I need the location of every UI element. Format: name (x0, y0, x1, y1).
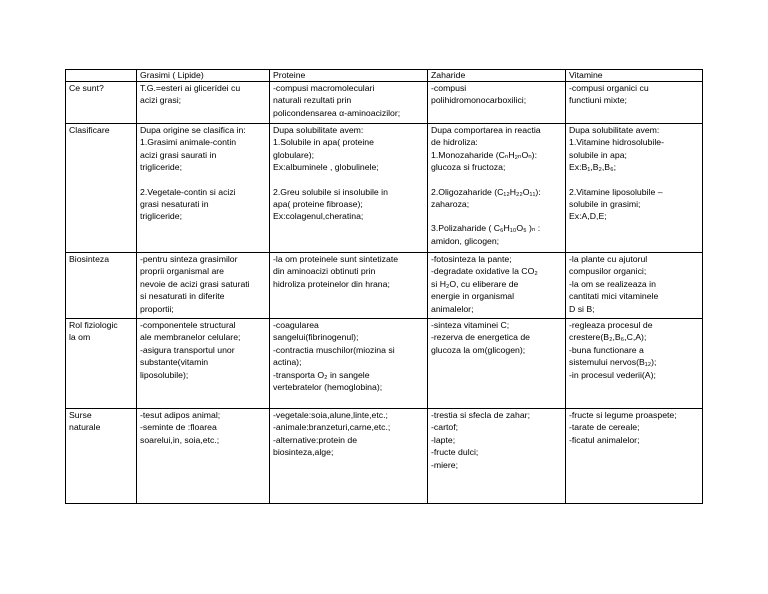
line-gap (431, 174, 562, 186)
table-cell (137, 124, 270, 253)
cell-line: T.G.=esteri ai glicerídei cu (140, 83, 241, 93)
cell-line: de hidroliza: (431, 137, 478, 148)
table-body (66, 70, 703, 504)
cell-line: 1.Monozaharide (CₙH₂ₙOₙ): (431, 149, 537, 160)
cell-line: -regleaza procesul de (569, 320, 653, 330)
cell-line: -fotosinteza la pante; (431, 254, 512, 264)
cell-line: Ex:A,D,E; (569, 211, 607, 222)
cell-line: nevoie de acizi grasi saturati (140, 278, 250, 289)
table-header-row (66, 70, 703, 82)
cell-line: -rezerva de energetica de (431, 332, 530, 343)
column-header: Proteine (270, 70, 428, 82)
cell-line: -la om proteinele sunt sintetizate (273, 254, 399, 264)
table-cell (137, 82, 270, 124)
cell-line: -compusi organici cu (569, 83, 649, 93)
cell-line: ale membranelor celulare; (140, 332, 241, 343)
cell-line: glucoza la om(glicogen); (431, 344, 526, 355)
cell-line: grasi nesaturati in (140, 199, 209, 210)
table-cell (428, 319, 566, 409)
cell-line: -la plante cu ajutorul (569, 254, 648, 264)
table-row (66, 409, 703, 504)
table-cell (428, 82, 566, 124)
cell-line: Dupa solubilitate avem: (569, 125, 660, 135)
cell-line: -animale:branzeturi,carne,etc.; (273, 422, 391, 433)
cell-line: -degradate oxidative la CO₂ (431, 266, 538, 277)
table-cell (137, 409, 270, 504)
table-cell (270, 124, 428, 253)
cell-line: sistemului nervos(B₁₂); (569, 357, 657, 368)
cell-line: si nesaturati in diferite (140, 291, 225, 302)
cell-line: 3.Polizaharide ( C₆H₁₀O₅ )ₙ : (431, 223, 541, 234)
column-header (66, 70, 137, 82)
cell-line: polihidromonocarboxilici; (431, 95, 527, 106)
cell-line: 1.Vitamine hidrosolubile- (569, 137, 664, 148)
cell-line: -transporta O₂ in sangele (273, 369, 370, 380)
table-cell (137, 319, 270, 409)
cell-line: Dupa solubilitate avem: (273, 125, 364, 135)
cell-line: sangelui(fibrinogenul); (273, 332, 359, 343)
table-cell (428, 124, 566, 253)
cell-line: -compusi macromoleculari (273, 83, 375, 93)
cell-line: amidon, glicogen; (431, 235, 500, 246)
cell-line: 2.Oligozaharide (C₁₂H₂₂O₁₁): (431, 186, 541, 197)
cell-line: 1.Solubile in apa( proteine (273, 137, 374, 148)
cell-line: -asigura transportul unor (140, 344, 235, 355)
line-gap (569, 174, 699, 186)
table-row (66, 253, 703, 319)
row-label (66, 253, 137, 319)
cell-line: 2.Vegetale-contin si acizi (140, 186, 236, 197)
line-gap (431, 210, 562, 222)
table-cell (566, 409, 703, 504)
cell-line: crestere(B₂,B₆,C,A); (569, 332, 647, 343)
column-header: Zaharide (428, 70, 566, 82)
cell-line: -sinteza vitaminei C; (431, 320, 510, 330)
cell-line: apa( proteine fibroase); (273, 199, 363, 210)
cell-line: glucoza si fructoza; (431, 162, 506, 173)
cell-line: Dupa origine se clasifica in: (140, 125, 246, 135)
table-cell (137, 253, 270, 319)
table-cell (428, 409, 566, 504)
cell-line: -in procesul vederii(A); (569, 369, 656, 380)
cell-line: cantitati mici vitaminele (569, 291, 659, 302)
cell-line: Ce sunt? (69, 83, 104, 93)
cell-line: -tarate de cereale; (569, 422, 640, 433)
cell-line: energie in organismal (431, 291, 515, 302)
row-label (66, 124, 137, 253)
cell-line: globulare); (273, 149, 315, 160)
comparison-table (65, 69, 703, 504)
cell-line: hidroliza proteinelor din hrana; (273, 278, 390, 289)
cell-line: -ficatul animalelor; (569, 434, 640, 445)
cell-line: -fructe dulci; (431, 447, 479, 458)
cell-line: -cartof; (431, 422, 459, 433)
cell-line: trigliceride; (140, 211, 183, 222)
table-cell (270, 409, 428, 504)
cell-line: Dupa comportarea in reactia (431, 125, 541, 135)
cell-line: -trestia si sfecla de zahar; (431, 410, 530, 420)
cell-line: actina); (273, 357, 302, 368)
table-row (66, 319, 703, 409)
cell-line: -la om se realizeaza in (569, 278, 656, 289)
cell-line: si H₂O, cu eliberare de (431, 278, 519, 289)
cell-line: Ex:albuminele , globulinele; (273, 162, 379, 173)
cell-line: proprii organismal are (140, 266, 225, 277)
cell-line: soarelui,in, soia,etc.; (140, 434, 220, 445)
cell-line: -componentele structural (140, 320, 236, 330)
cell-line: acizi grasi; (140, 95, 182, 106)
table-cell (566, 124, 703, 253)
cell-line: Ex:B₁,B₂,B₆; (569, 162, 616, 173)
cell-line: liposolubile); (140, 369, 189, 380)
cell-line: D si B; (569, 303, 595, 314)
table-row (66, 82, 703, 124)
cell-line: Ex:colagenul,cheratina; (273, 211, 364, 222)
cell-line: Surse (69, 410, 92, 420)
table-cell (428, 253, 566, 319)
cell-line: solubile in grasimi; (569, 199, 641, 210)
cell-line: acizi grasi saurati in (140, 149, 217, 160)
cell-line: -vegetale:soia,alune,linte,etc.; (273, 410, 388, 420)
cell-line: 1.Grasimi animale-contin (140, 137, 237, 148)
cell-line: substante(vitamin (140, 357, 209, 368)
cell-line: naturale (69, 422, 101, 433)
row-label (66, 319, 137, 409)
cell-line: Clasificare (69, 125, 110, 135)
cell-line: proportii; (140, 303, 174, 314)
row-label (66, 409, 137, 504)
cell-line: 2.Greu solubile si insolubile in (273, 186, 388, 197)
table-cell (270, 319, 428, 409)
cell-line: din aminoacizi obtinuti prin (273, 266, 376, 277)
cell-line: Rol fiziologic (69, 320, 118, 330)
table-cell (270, 82, 428, 124)
table-row (66, 124, 703, 253)
cell-line: biosinteza,alge; (273, 447, 334, 458)
cell-line: functiuni mixte; (569, 95, 627, 106)
cell-line: Biosinteza (69, 254, 110, 264)
table-cell (566, 319, 703, 409)
line-gap (140, 174, 266, 186)
line-gap (273, 174, 424, 186)
cell-line: -miere; (431, 459, 459, 470)
cell-line: 2.Vitamine liposolubile – (569, 186, 663, 197)
cell-line: naturali rezultati prin (273, 95, 352, 106)
cell-line: la om (69, 332, 91, 343)
cell-line: solubile in apa; (569, 149, 627, 160)
cell-line: -compusi (431, 83, 467, 93)
cell-line: -lapte; (431, 434, 456, 445)
cell-line: -seminte de :floarea (140, 422, 217, 433)
cell-line: vertebratelor (hemoglobina); (273, 382, 383, 393)
cell-line: policondensarea α-aminoacizilor; (273, 107, 401, 118)
table-cell (566, 82, 703, 124)
cell-line: -tesut adipos animal; (140, 410, 221, 420)
cell-line: -coagularea (273, 320, 319, 330)
cell-line: -fructe si legume proaspete; (569, 410, 677, 420)
table-cell (270, 253, 428, 319)
cell-line: trigliceride; (140, 162, 183, 173)
column-header: Vitamine (566, 70, 703, 82)
cell-line: -buna functionare a (569, 344, 644, 355)
cell-line: -contractia muschilor(miozina si (273, 344, 395, 355)
column-header: Grasimi ( Lipide) (137, 70, 270, 82)
cell-line: zaharoza; (431, 199, 470, 210)
cell-line: -pentru sinteza grasimilor (140, 254, 238, 264)
cell-line: compusilor organici; (569, 266, 647, 277)
cell-line: -alternative:protein de (273, 434, 358, 445)
row-label (66, 82, 137, 124)
table-cell (566, 253, 703, 319)
cell-line: animalelor; (431, 303, 474, 314)
